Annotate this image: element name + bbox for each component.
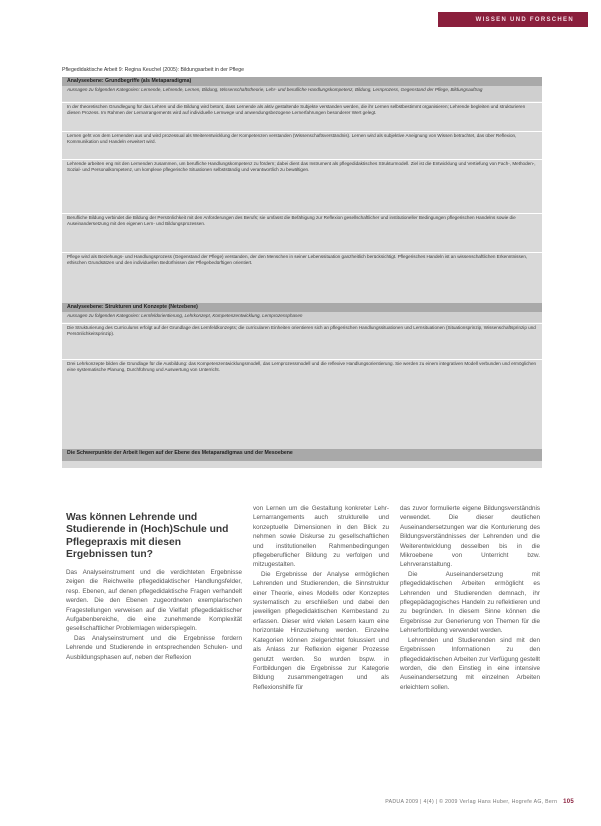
section-header-label: WISSEN UND FORSCHEN [475, 16, 574, 23]
paragraph: Die Auseinandersetzung mit pflegedidaktischen Arbeiten ermöglicht es Lehrenden und Studierenden demnach, ihr pflegepädagogisches Handeln zu reflektieren und zu begründen. In diesem Sinne können die Ergebnisse zur Generierung von Themen für die Lehrerfortbildung verwendet werden. [400, 570, 540, 635]
paragraph: von Lernen um die Gestaltung konkreter Lehr-Lernarrangements auch strukturelle und konzeptuelle Dimensionen in den Blick zu nehmen sowie Diskurse zu gesellschaftlichen und institutionellen Rahmenbedingungen pflegeberuflicher Bildung zu verfolgen und mitzugestalten. [253, 505, 389, 569]
paragraph: Das Analyseinstrument und die Ergebnisse fordern Lehrende und Studierende in entsprechenden Schulen- und Ausbildungsphasen auf, neben der Reflexion [66, 634, 242, 661]
table-row [62, 132, 542, 146]
table-cell-text: Lehrende arbeiten eng mit den Lernenden zusammen, um berufliche Handlungskompetenz zu fördern; dabei dient das Instrument als pflegedidaktisches Strukturmodell. Ziel ist die Entwicklung und Vertiefung von Fach-, Methoden-, Sozial- und Personalkompetenz, um komplexe pflegerische Situationen selbstständig und verantwortlich zu bewältigen. [67, 161, 536, 173]
table-row [62, 160, 542, 212]
journal-citation: PADUA 2009 | 4(4) | © 2009 Verlag Hans Huber, Hogrefe AG, Bern [385, 799, 558, 805]
table-row [62, 253, 542, 293]
paragraph: Die Ergebnisse der Analyse ermöglichen Lehrenden und Studierenden, die Sinnstruktur einer Theorie, eines Modells oder Konzeptes systematisch zu erschließen und dabei den jeweiligen pflegedidaktischen Kernbestand zu erfassen. Dieser wird vielen Lesern kaum eine horizontale Hinzuziehung werden. Einzelne Kategorien können zielgerichtet fokussiert und als Anlass zur Reflexion eigener Prozesse genutzt werden. So wurden bspw. in Fortbildungen die Ergebnisse zur Kategorie Bildung zusammengetragen und als Reflexionshilfe für [253, 570, 389, 691]
paragraph: das zuvor formulierte eigene Bildungsverständnis verwendet. Die dieser deutlichen Auseinandersetzungen war die Konturierung des Bildungsverständnisses der Lehrenden und die Weiterentwicklung desselben bis in die Mikroebene von Unterricht bzw. Lehrveranstaltung. [400, 505, 540, 569]
page-number: 105 [563, 799, 574, 805]
table-category-row [62, 312, 542, 322]
table-row [62, 103, 542, 130]
table-cell-text: In der theoretischen Grundlegung für das Lehren und die Bildung wird betont, dass Lernende als aktiv gestaltende Subjekte verstanden werden, die ihr Lernen selbstbestimmt organisieren; Lehrende begleiten und strukturieren diesen Prozess. Im Rahmen der Lernarrangements wird auf individuelle Lernwege und anwendungsbezogene Lernerfahrungen besonderer Wert gelegt. [67, 104, 526, 116]
table-row [62, 324, 542, 358]
table-row [62, 360, 542, 408]
table-cell-text: Lernen geht von dem Lernenden aus und wird prozessual als Weiterentwicklung der Kompetenzen verstanden (Wissenschaftsverständnis). Lernen wird als subjektive Aneignung von Wissen betrachtet, das über Reflexion, Kommunikation und Handeln erweitert wird. [67, 133, 517, 145]
article-heading: Was können Lehrende und Studierende in (Hoch)Schule und Pflegepraxis mit diesen Ergebnissen tun? [66, 512, 229, 561]
table-row [62, 214, 542, 244]
table-summary-text: Die Schwerpunkte der Arbeit liegen auf der Ebene des Metaparadigmas und der Mesoebene [67, 450, 293, 456]
article-column-2 [253, 504, 389, 692]
paragraph: Das Analyseinstrument und die verdichteten Ergebnisse zeigen die Reichweite pflegedidaktischer Handlungsfelder, resp. Ebenen, auf denen pflegedidaktische Fragen verhandelt werden. Die den Ebenen zugeordneten exemplarischen Fragestellungen verweisen auf die Vielfalt pflegedidaktischer Aufgabenbereiche, die eine zunehmende Komplexität gesellschaftlicher Problemlagen widerspiegeln. [66, 569, 242, 633]
table-section-title: Analyseebene: Strukturen und Konzepte (Netzebene) [67, 304, 198, 310]
analysis-table [62, 77, 542, 468]
page-footer [374, 799, 574, 805]
table-cell-text: Die Strukturierung des Curriculums erfolgt auf der Grundlage des Lernfeldkonzepts; die curricularen Einheiten orientieren sich an pflegerischen Handlungssituationen und Lernsituationen (Situationsprinzip, Wissenschaftsprinzip und Persönlichkeitsprinzip). [67, 325, 536, 337]
table-cell-text: Pflege wird als Beziehungs- und Handlungsprozess (Gegenstand der Pflege) verstanden, der den Menschen in seiner Lebenssituation ganzheitlich berücksichtigt. Pflegerisches Handeln ist an wissenschaftlichen Erkenntnissen, ethischen Grundsätzen und den individuellen Bedürfnissen der Pflegebedürftigen orientiert. [67, 254, 528, 266]
article-column-3 [400, 504, 540, 692]
document-reference: Pflegedidaktische Arbeit 9: Regina Keuchel (2005): Bildungsarbeit in der Pflege [62, 67, 244, 73]
table-cell-text: Berufliche Bildung verbindet die Bildung der Persönlichkeit mit den Anforderungen des Berufs; sie umfasst die Befähigung zur Reflexion gesellschaftlicher und institutioneller Bedingungen pflegerischen Handelns sowie die Auseinandersetzung mit den eigenen Lern- und Bildungsprozessen. [67, 215, 516, 227]
section-header-band [438, 12, 588, 27]
table-section-header [62, 449, 542, 461]
table-section-header [62, 303, 542, 312]
table-category-text: Aussagen zu folgenden Kategorien: Lernfeldorientierung, Lehrkonzept, Kompetenzentwicklung, Lernprozessphasen [67, 313, 303, 318]
table-category-row [62, 86, 542, 101]
paragraph: Lehrenden und Studierenden sind mit den Ergebnissen Informationen zu den pflegedidaktischen Arbeiten zur Verfügung gestellt worden, die den Einstieg in eine intensive Auseinandersetzung mit einzelnen Arbeiten erleichtern sollen. [400, 636, 540, 691]
table-cell-text: Drei Lehrkonzepte bilden die Grundlage für die Ausbildung: das Kompetenzentwicklungsmodell, das Lernprozessmodell und die reflexive Handlungsorientierung. Sie werden zu einem integrativen Modell verbunden und ermöglichen eine systematische Planung, Durchführung und Auswertung von Unterricht. [67, 361, 537, 373]
table-category-text: Aussagen zu folgenden Kategorien: Lernende, Lehrende, Lernen, Bildung, Wissenschaftstheorie, Lehr- und berufliche Handlungskompetenz, Bildung, Lernprozess, Gegenstand der Pflege, Bildungsauftrag [67, 87, 483, 92]
table-section-title: Analyseebene: Grundbegriffe (als Metaparadigma) [67, 78, 192, 84]
table-section-header [62, 77, 542, 86]
article-column-1 [66, 568, 242, 662]
